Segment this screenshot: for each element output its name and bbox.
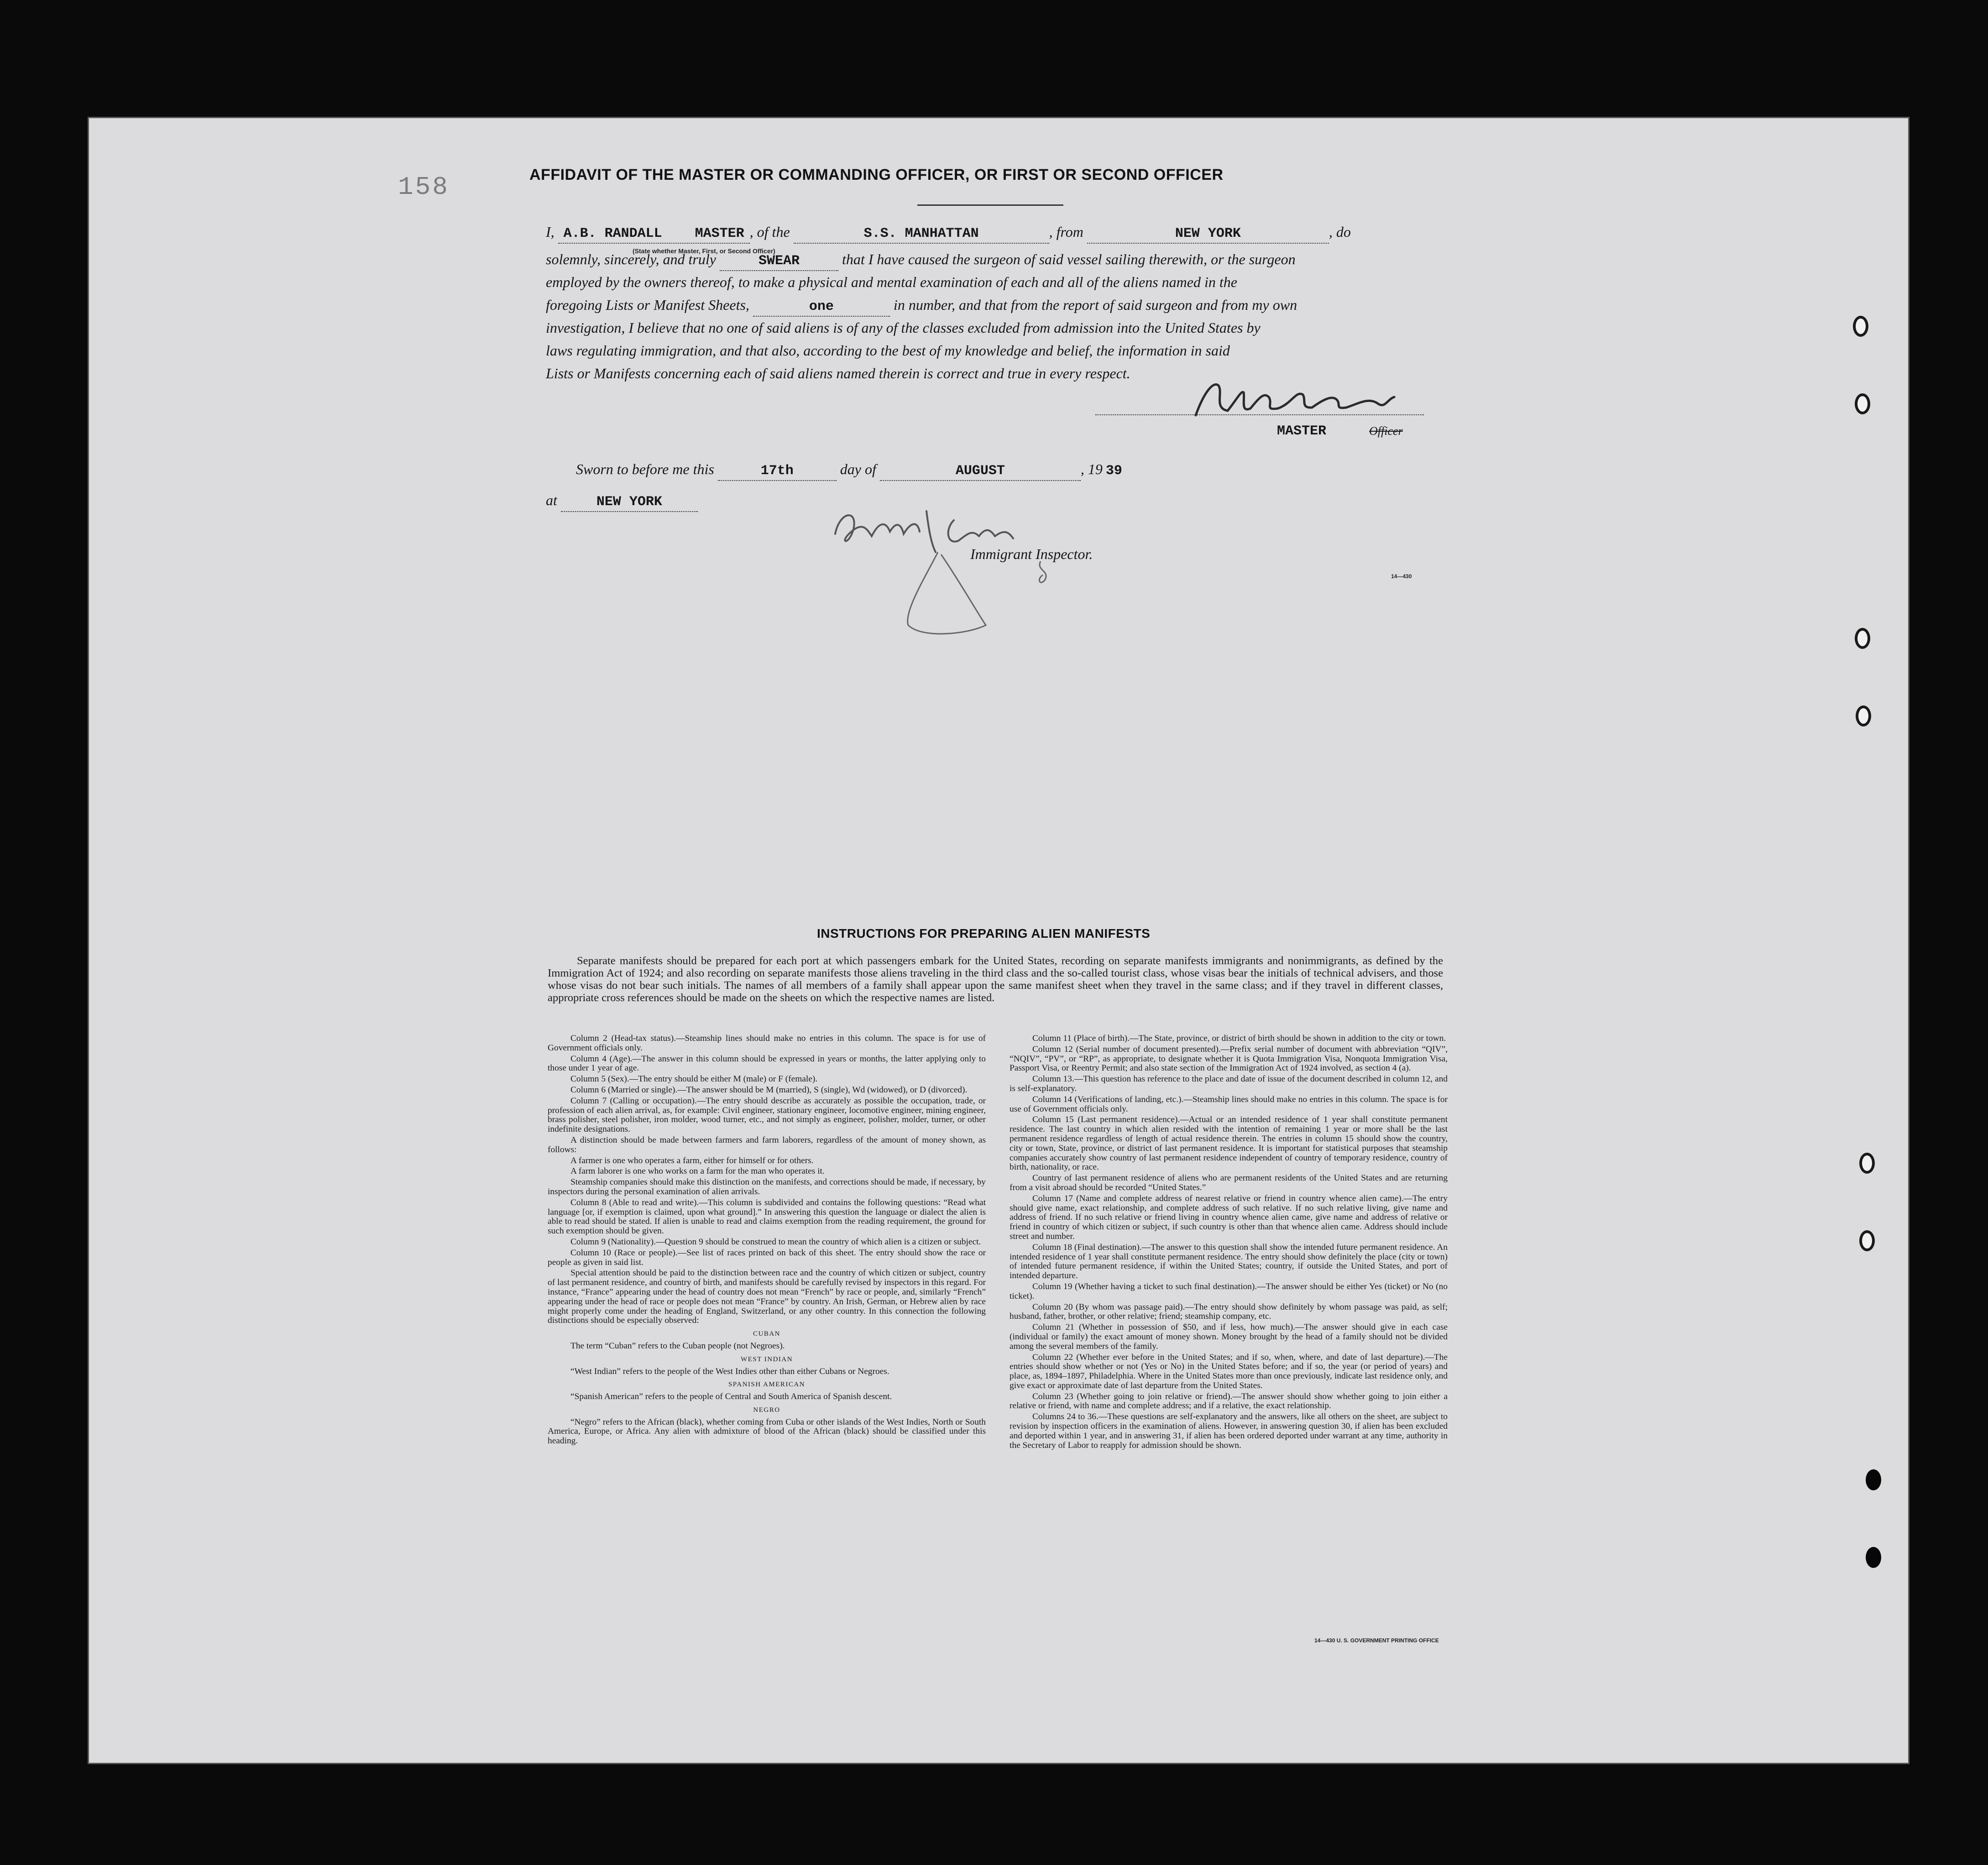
- race-heading: CUBAN: [753, 1330, 780, 1338]
- affidavit-line-7: Lists or Manifests concerning each of said aliens named therein is correct and true in every respect.: [546, 365, 1130, 381]
- sheet-count-field: one: [753, 298, 890, 317]
- instruction-paragraph: Column 13.—This question has reference to the place and date of issue of the document described in column 12, and is self-explanatory.: [1010, 1074, 1448, 1093]
- signer-title: MASTER: [1277, 423, 1327, 439]
- margin-stamp-number: 158: [398, 172, 450, 202]
- binder-hole: [1866, 1469, 1881, 1490]
- affidavit-line-4: [546, 297, 1440, 321]
- sworn-line: [576, 461, 1470, 486]
- title-divider: [917, 204, 1063, 206]
- instruction-paragraph: Column 10 (Race or people).—See list of races printed on back of this sheet. The entry should show the race or people as given in said list.: [548, 1248, 986, 1267]
- instruction-paragraph: Special attention should be paid to the distinction between race and the country of which citizen or subject, country of last permanent residence, and country of birth, and manifests should be carefully revised by inspectors in this regard. For instance, “France” appearing under the head of country does not mean “French” by race or people, and, similarly “French” appearing under the head of race or people does not mean “France” by country. An Irish, German, or Hebrew alien by race might properly come under the heading of England, Switzerland, or any other country. In this connection the following distinctions should be especially observed:: [548, 1268, 986, 1326]
- text: foregoing Lists or Manifest Sheets,: [546, 297, 749, 313]
- officer-word-text: Officer: [1369, 424, 1403, 438]
- affidavit-line-6: laws regulating immigration, and that also, according to the best of my knowledge and belief, the information in said: [546, 342, 1230, 359]
- text: that I have caused the surgeon of said vessel sailing therewith, or the surgeon: [842, 251, 1296, 267]
- text: I,: [546, 224, 555, 240]
- instruction-paragraph: Column 18 (Final destination).—The answer to this question shall show the intended future permanent residence. An intended residence of 1 year shall constitute permanent residence. The entry should show definitely the place (city or town) of intended future permanent residence, if within the United States; country, if outside the United States, and port of intended departure.: [1010, 1242, 1448, 1281]
- binder-hole: [1859, 1153, 1875, 1174]
- sworn-place-field: NEW YORK: [561, 493, 698, 512]
- affidavit-line-3: employed by the owners thereof, to make a physical and mental examination of each and all of the aliens named in the: [546, 274, 1237, 290]
- instruction-paragraph: Column 2 (Head-tax status).—Steamship lines should make no entries in this column. The space is for use of Government officials only.: [548, 1034, 986, 1053]
- inspector-signature: [821, 502, 1077, 648]
- race-heading: SPANISH AMERICAN: [728, 1381, 806, 1389]
- sworn-day-field: 17th: [718, 462, 837, 481]
- oath-field: SWEAR: [720, 252, 838, 271]
- instruction-paragraph: Column 9 (Nationality).—Question 9 should be construed to mean the country of which alien is a citizen or subject.: [570, 1237, 981, 1247]
- sworn-year-field: 39: [1105, 463, 1122, 479]
- text: , from: [1049, 224, 1083, 240]
- officer-name-field: [558, 225, 750, 244]
- instructions-intro: Separate manifests should be prepared for each port at which passengers embark for the United States, recording on separate manifests immigrants and nonimmigrants, as defined by the Immigration Act of 1924; and also recording on separate manifests those aliens traveling in the third class and the so-called tourist class, whose visas bear the initials of technical advisers, and those whose visas do not bear such initials. The names of all members of a family shall appear upon the same manifest sheet when they travel in the same class; and if they travel in different classes, appropriate cross references should be made on the sheets on which the respective names are listed.: [548, 955, 1443, 1004]
- instruction-paragraph: Column 11 (Place of birth).—The State, province, or district of birth should be shown in addition to the city or town.: [1032, 1034, 1446, 1043]
- instruction-paragraph: Column 19 (Whether having a ticket to such final destination).—The answer should be either Yes (ticket) or No (no ticket).: [1010, 1281, 1448, 1301]
- instruction-paragraph: Steamship companies should make this distinction on the manifests, and corrections should be made, if necessary, by inspectors during the personal examination of alien arrivals.: [548, 1177, 986, 1196]
- text: solemnly, sincerely, and truly: [546, 251, 716, 267]
- officer-word: [1369, 424, 1403, 438]
- binder-hole: [1866, 1547, 1881, 1568]
- instructions-left-column: [548, 1034, 986, 1673]
- instruction-paragraph: Column 4 (Age).—The answer in this column should be expressed in years or months, the latter applying only to those under 1 year of age.: [548, 1054, 986, 1073]
- instruction-paragraph: “Spanish American” refers to the people of Central and South America of Spanish descent.: [570, 1392, 892, 1402]
- form-code: 14—430: [1391, 573, 1412, 580]
- inspector-title: Immigrant Inspector.: [970, 546, 1093, 562]
- instruction-paragraph: A farmer is one who operates a farm, either for himself or for others.: [570, 1155, 814, 1165]
- affidavit-line-2: [546, 251, 1440, 276]
- text: Sworn to before me this: [576, 461, 714, 477]
- affidavit-line-5: investigation, I believe that no one of said aliens is of any of the classes excluded from admission into the United States by: [546, 319, 1261, 336]
- race-heading: NEGRO: [753, 1406, 780, 1414]
- instruction-paragraph: Country of last permanent residence of aliens who are permanent residents of the United States and are returning from a visit abroad should be recorded “United States.”: [1010, 1173, 1448, 1192]
- text: , do: [1329, 224, 1351, 240]
- instruction-paragraph: Column 5 (Sex).—The entry should be either M (male) or F (female).: [570, 1074, 818, 1084]
- race-heading: WEST INDIAN: [740, 1355, 793, 1363]
- text: , 19: [1080, 461, 1103, 477]
- binder-hole: [1855, 628, 1870, 649]
- instruction-paragraph: “West Indian” refers to the people of the West Indies other than either Cubans or Negroes.: [570, 1366, 889, 1376]
- text: day of: [840, 461, 876, 477]
- instruction-paragraph: Column 12 (Serial number of document presented).—Prefix serial number of document with abbreviation “QIV”, “NQIV”, “PV”, or “RP”, as appropriate, to designate whether it is Quota Immigration Visa, Nonquota Immigration Visa, Passport Visa, or Reentry Permit; and also state section of the Immigration Act of 1924 involved, as section 4 (a).: [1010, 1044, 1448, 1073]
- affidavit-title: AFFIDAVIT OF THE MASTER OR COMMANDING OFFICER, OR FIRST OR SECOND OFFICER: [529, 166, 1224, 183]
- instruction-paragraph: Column 14 (Verifications of landing, etc.).—Steamship lines should make no entries in this column. The space is for use of Government officials only.: [1010, 1094, 1448, 1114]
- binder-hole: [1853, 316, 1868, 337]
- affidavit-line-1: [546, 224, 1440, 248]
- sworn-month-field: AUGUST: [880, 462, 1081, 481]
- binder-hole: [1856, 705, 1871, 726]
- text: , of the: [749, 224, 790, 240]
- instruction-paragraph: Column 6 (Married or single).—The answer should be M (married), S (single), Wd (widowed), or D (divorced).: [570, 1085, 968, 1095]
- officer-name: A.B. RANDALL: [563, 226, 662, 241]
- officer-rank: MASTER: [695, 226, 744, 241]
- instruction-paragraph: The term “Cuban” refers to the Cuban people (not Negroes).: [570, 1341, 785, 1351]
- text: at: [546, 492, 557, 508]
- instruction-paragraph: Column 20 (By whom was passage paid).—The entry should show definitely by whom passage was paid, as self; husband, father, brother, or other relative; friend; steamship company, etc.: [1010, 1302, 1448, 1322]
- instructions-title: INSTRUCTIONS FOR PREPARING ALIEN MANIFESTS: [817, 926, 1151, 940]
- departure-port-field: NEW YORK: [1087, 225, 1329, 244]
- instruction-paragraph: Columns 24 to 36.—These questions are self-explanatory and the answers, like all others on the sheet, are subject to revision by inspection officers in the examination of aliens. However, in answering question 30, if alien has been excluded and deported within 1 year, and in answering 31, if alien has been ordered deported under warrant at any time, authority in the Secretary of Labor to reapply for admission should be shown.: [1010, 1412, 1448, 1450]
- signature-line: [1095, 413, 1424, 415]
- instruction-paragraph: Column 15 (Last permanent residence).—Actual or an intended residence of 1 year shall constitute permanent residence. The last country in which alien resided with the intention of remaining 1 year or more shall be the last permanent residence regardless of length of actual residence therein. The entries in column 15 should show the country, city or town, State, province, or district of last permanent residence. It is important for statistical purposes that steamship companies accurately show country of last permanent residence independent of country of temporary residence, country of birth, nationality, or race.: [1010, 1115, 1448, 1172]
- vessel-name-field: S.S. MANHATTAN: [794, 225, 1049, 244]
- instruction-paragraph: Column 8 (Able to read and write).—This column is subdivided and contains the following questions: “Read what language [or, if exemption is claimed, upon what ground].” In answering this question the language or dialect the alien is able to read should be stated. If alien is unable to read and claims exemption from the reading requirement, the ground for such exemption should be given.: [548, 1197, 986, 1236]
- instruction-paragraph: A farm laborer is one who works on a farm for the man who operates it.: [570, 1166, 825, 1176]
- binder-hole: [1855, 393, 1870, 414]
- instruction-paragraph: A distinction should be made between farmers and farm laborers, regardless of the amount of money shown, as follows:: [548, 1135, 986, 1155]
- instruction-paragraph: Column 22 (Whether ever before in the United States; and if so, when, where, and date of last departure).—The entries should show whether or not (Yes or No) in the United States before; and if so, the year (or period of years) and place, as, 1894–1897, Philadelphia. Where in the United States more than once previously, indicate last residence only, and give exact or approximate date of last departure from the United States.: [1010, 1352, 1448, 1390]
- instruction-paragraph: Column 23 (Whether going to join relative or friend).—The answer should show whether going to join either a relative or friend, with name and complete address; and if a relative, the exact relationship.: [1010, 1391, 1448, 1411]
- instruction-paragraph: Column 17 (Name and complete address of nearest relative or friend in country whence alien came).—The entry should give name, exact relationship, and complete address of such relative. If no such relative living, give name and address of friend. If no such relative or friend living in country whence alien came, give name and address of relative or friend in country of which citizen or subject, if such country is other than that whence alien came. Address should include street and number.: [1010, 1193, 1448, 1241]
- binder-hole: [1859, 1230, 1875, 1251]
- rank-caption: (State whether Master, First, or Second Officer): [633, 247, 775, 255]
- instructions-right-column: [1010, 1034, 1448, 1673]
- instruction-paragraph: Column 21 (Whether in possession of $50, and if less, how much).—The answer should give in each case (individual or family) the exact amount of money shown. Money brought by the head of a family should not be divided among the several members of the family.: [1010, 1322, 1448, 1351]
- instruction-paragraph: Column 7 (Calling or occupation).—The entry should describe as accurately as possible the occupation, trade, or profession of each alien arrival, as, for example: Civil engineer, stationary engineer, locomotive engineer, mining engineer, brass polisher, steel polisher, iron molder, wood turner, etc., and not simply as engineer, polisher, molder, turner, or other indefinite designations.: [548, 1096, 986, 1134]
- text: in number, and that from the report of said surgeon and from my own: [893, 297, 1297, 313]
- instruction-paragraph: “Negro” refers to the African (black), whether coming from Cuba or other islands of the West Indies, North or South America, Europe, or Africa. Any alien with admixture of blood of the African (black) should be classified under this heading.: [548, 1417, 986, 1446]
- printer-mark: 14—430 U. S. GOVERNMENT PRINTING OFFICE: [1314, 1637, 1439, 1644]
